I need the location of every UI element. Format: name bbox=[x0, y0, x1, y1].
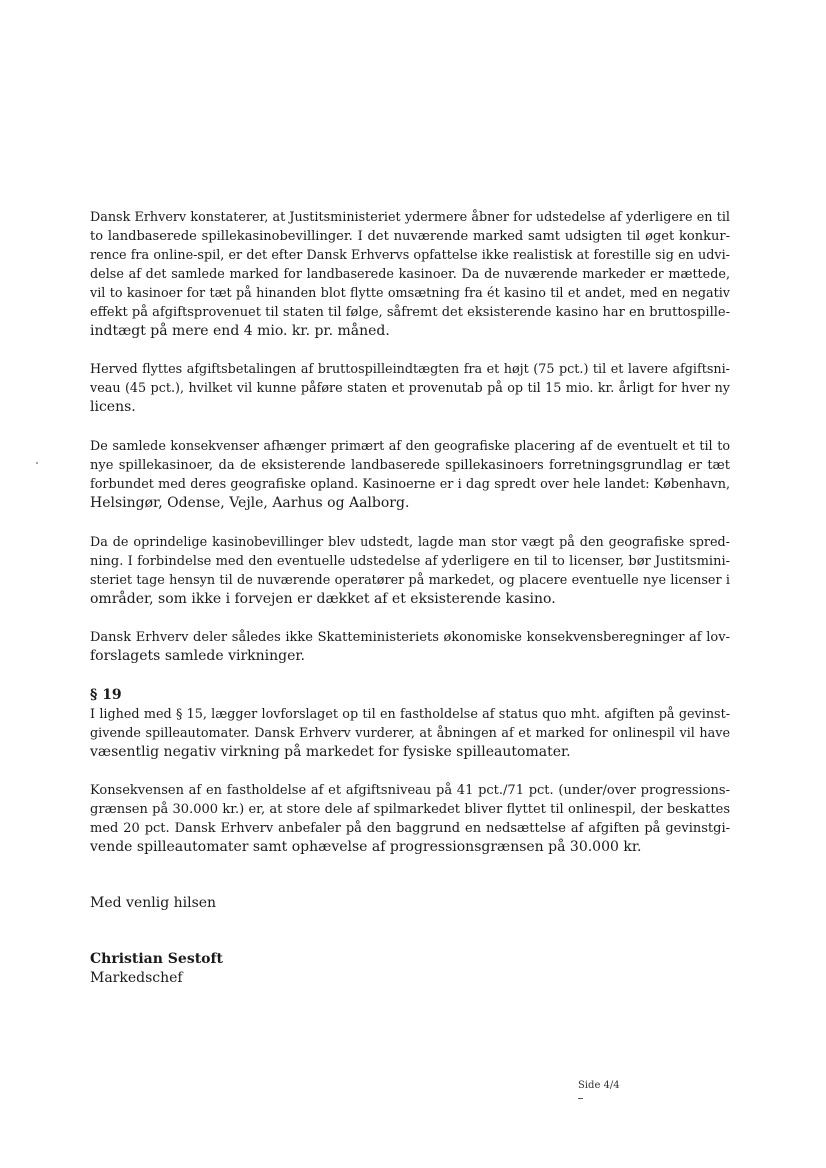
page-number: Side 4/4 bbox=[578, 1080, 620, 1091]
text-line: Konsekvensen af en fastholdelse af et afgiftsniveau på 41 pct./71 pct. (under/over progressions- bbox=[90, 783, 730, 798]
text-line: indtægt på mere end 4 mio. kr. pr. måned. bbox=[90, 323, 390, 339]
text-line: Helsingør, Odense, Vejle, Aarhus og Aalborg. bbox=[90, 495, 410, 511]
footer-mark bbox=[578, 1098, 583, 1099]
text-line: områder, som ikke i forvejen er dækket af et eksisterende kasino. bbox=[90, 591, 556, 607]
text-line: grænsen på 30.000 kr.) er, at store dele af spilmarkedet bliver flyttet til onlinespil, der beskattes bbox=[90, 802, 730, 817]
text-line: Da de oprindelige kasinobevillinger blev udstedt, lagde man stor vægt på den geografiske spred- bbox=[90, 535, 730, 550]
text-line: steriet tage hensyn til de nuværende operatører på markedet, og placere eventuelle nye licenser i bbox=[90, 573, 730, 588]
text-line: delse af det samlede marked for landbaserede kasinoer. Da de nuværende markeder er mættede, bbox=[90, 267, 730, 282]
text-line: forbundet med deres geografiske opland. Kasinoerne er i dag spredt over hele landet: København, bbox=[90, 477, 730, 492]
text-line: rence fra online-spil, er det efter Dansk Erhvervs opfattelse ikke realistisk at forestille sig en udvi- bbox=[90, 248, 730, 263]
text-line: væsentlig negativ virkning på markedet for fysiske spilleautomater. bbox=[90, 744, 571, 760]
text-line: nye spillekasinoer, da de eksisterende landbaserede spillekasinoers forretningsgrundlag er tæt bbox=[90, 458, 730, 473]
signature-title: Markedschef bbox=[90, 970, 183, 986]
text-line: vende spilleautomater samt ophævelse af progressionsgrænsen på 30.000 kr. bbox=[90, 839, 642, 855]
text-line: Dansk Erhverv deler således ikke Skatteministeriets økonomiske konsekvensberegninger af lov- bbox=[90, 630, 730, 645]
text-line: to landbaserede spillekasinobevillinger. I det nuværende marked samt udsigten til øget konkur- bbox=[90, 229, 730, 244]
text-line: licens. bbox=[90, 399, 136, 415]
text-line: Herved flyttes afgiftsbetalingen af bruttospilleindtægten fra et højt (75 pct.) til et lavere afgiftsni- bbox=[90, 362, 730, 377]
signature-name: Christian Sestoft bbox=[90, 951, 223, 967]
text-line: effekt på afgiftsprovenuet til staten til følge, såfremt det eksisterende kasino har en bruttospille- bbox=[90, 305, 730, 320]
text-line: veau (45 pct.), hvilket vil kunne påføre staten et provenutab på op til 15 mio. kr. årligt for hver ny bbox=[90, 381, 730, 396]
text-line: givende spilleautomater. Dansk Erhverv vurderer, at åbningen af et marked for onlinespil vil have bbox=[90, 726, 730, 741]
scan-speck bbox=[36, 462, 38, 464]
section-heading: § 19 bbox=[90, 687, 122, 703]
text-line: Dansk Erhverv konstaterer, at Justitsministeriet ydermere åbner for udstedelse af yderligere en til bbox=[90, 210, 730, 225]
text-line: med 20 pct. Dansk Erhverv anbefaler på den baggrund en nedsættelse af afgiften på gevinstgi- bbox=[90, 821, 730, 836]
text-line: forslagets samlede virkninger. bbox=[90, 648, 306, 664]
text-line: I lighed med § 15, lægger lovforslaget op til en fastholdelse af status quo mht. afgiften på gevinst- bbox=[90, 707, 730, 722]
text-line: vil to kasinoer for tæt på hinanden blot flytte omsætning fra ét kasino til et andet, med en negativ bbox=[90, 286, 730, 301]
closing-salutation: Med venlig hilsen bbox=[90, 895, 217, 911]
text-line: ning. I forbindelse med den eventuelle udstedelse af yderligere en til to licenser, bør Justitsmini- bbox=[90, 554, 730, 569]
text-line: De samlede konsekvenser afhænger primært af den geografiske placering af de eventuelt et til to bbox=[90, 439, 730, 454]
